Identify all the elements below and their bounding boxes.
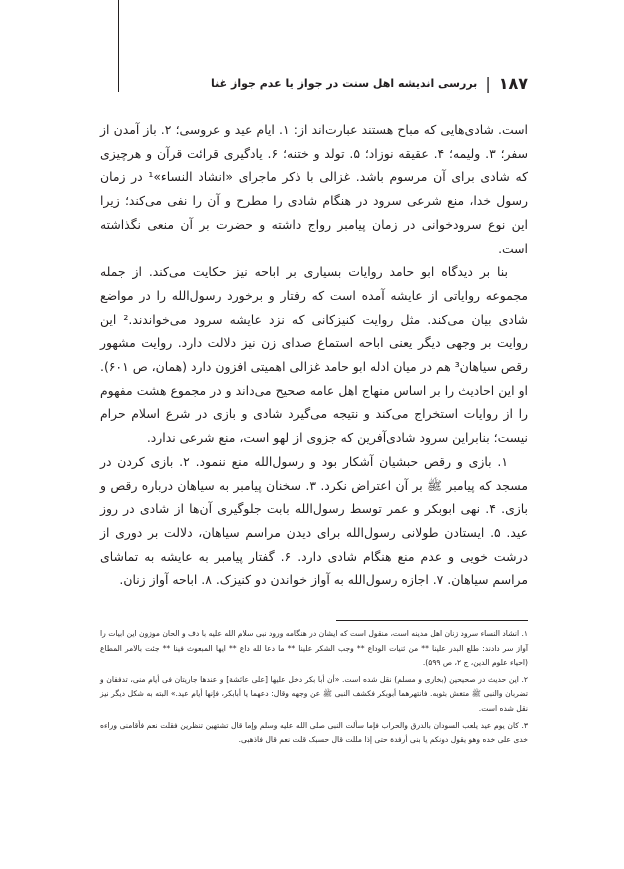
footnote: ۲. این حدیث در صحیحین (بخاری و مسلم) نقل شده است. «أن أبا بکر دخل علیها [علی عائشة] و عندها جاریتان فی أیام منی، تدففان و تضربان والنبی ﷺ متغش بثوبه. فانتهرهما أبوبکر فکشف النبی ﷺ عن وجهه وقال: دعهما یا أبابکر، فإنها أیام عید.» البته به شکل دیگر نیز نقل شده است. xyxy=(100,674,528,713)
paragraph: است. شادی‌هایی که مباح هستند عبارت‌اند از: ۱. ایام عید و عروسی؛ ۲. باز آمدن از سفر؛ ۳. ولیمه؛ ۴. عقیقه نوزاد؛ ۵. تولد و ختنه؛ ۶. یادگیری قرائت قرآن و هرچیزی که شادی برای آن مرسوم باشد. غزالی با ذکر ماجرای «انشاد النساء»¹ در زمان رسول خدا، منع شرعی سرود در هنگام شادی را مطرح و آن را نفی می‌کند؛ زیرا این نوع سرودخوانی در زمان پیامبر رواج داشته و حضرت بر آن منعی نگذاشته است. xyxy=(100,122,529,256)
header-separator: | xyxy=(485,73,491,93)
footnote: ۳. کان یوم عید یلعب السودان بالدرق والحراب فإما سألت النبی صلی الله علیه وسلم وإما قال تشتهین تنظرین فقلت نعم فأقامنی وراءه خدی علی خده وهو یقول دونکم یا بنی أرفدة حتی إذا مللت قال حسبک قلت نعم قال فاذهبی. xyxy=(100,720,528,745)
paragraph: بنا بر دیدگاه ابو حامد روایات بسیاری بر اباحه نیز حکایت می‌کند. از جمله مجموعه روایاتی از عایشه آمده است که رفتار و برخورد رسول‌الله را در مواضع شادی بیان می‌کند. مثل روایت کنیزکانی که نزد عایشه سرود می‌خواندند.² این روایت بر وجهی دیگر یعنی اباحه استماع صدای زن نیز دلالت دارد. روایت مشهور رقص سیاهان³ هم در میان ادله ابو حامد غزالی اهمیتی افزون دارد (همان، ص ۶۰۱). او این احادیث را بر اساس منهاج اهل عامه صحیح می‌داند و در مجموع هشت مفهوم را از روایات استخراج می‌کند و نتیجه می‌گیرد شادی و بازی در شرع اسلام حرام نیست؛ بنابراین سرود شادی‌آفرین که جزوی از لهو است، منع شرعی ندارد. xyxy=(100,264,528,446)
footnote: ۱. انشاد النساء سرود زنان اهل مدینه است، منقول است که ایشان در هنگامه ورود نبی سلام الله علیه با دف و الحان موزون این ابیات را آواز سر دادند: طلع البدر علینا ** من ثنیات الوداع ** وجب الشکر علینا ** ما دعا لله داع ** ایها المبعوث فینا ** جئت بالامر المطاع (احیاء علوم الدین، ج ۲، ص ۵۹۹). xyxy=(100,629,528,668)
main-text xyxy=(100,118,528,592)
page-header xyxy=(100,71,528,95)
running-title: بررسی اندیشه اهل سنت در جواز یا عدم جواز غنا xyxy=(211,76,478,90)
footnotes xyxy=(100,627,528,750)
page-number: ۱۸۷ xyxy=(498,73,528,93)
paragraph: ۱. بازی و رقص حبشیان آشکار بود و رسول‌الله منع ننمود. ۲. بازی کردن در مسجد که پیامبر ﷺ بر آن اعتراض نکرد. ۳. سخنان پیامبر به سیاهان درباره رقص و بازی. ۴. نهی ابوبکر و عمر توسط رسول‌الله بابت جلوگیری آن‌ها از شادی در روز عید. ۵. ایستادن طولانی رسول‌الله برای دیدن مراسم سیاهان، دلالت بر دوری از درشت خویی و عدم منع هنگام شادی دارد. ۶. گفتار پیامبر به عایشه به تماشای مراسم سیاهان. ۷. اجازه رسول‌الله به آواز خواندن دو کنیزک. ۸. اباحه آواز زنان. xyxy=(100,453,528,588)
footnote-divider xyxy=(336,620,528,621)
